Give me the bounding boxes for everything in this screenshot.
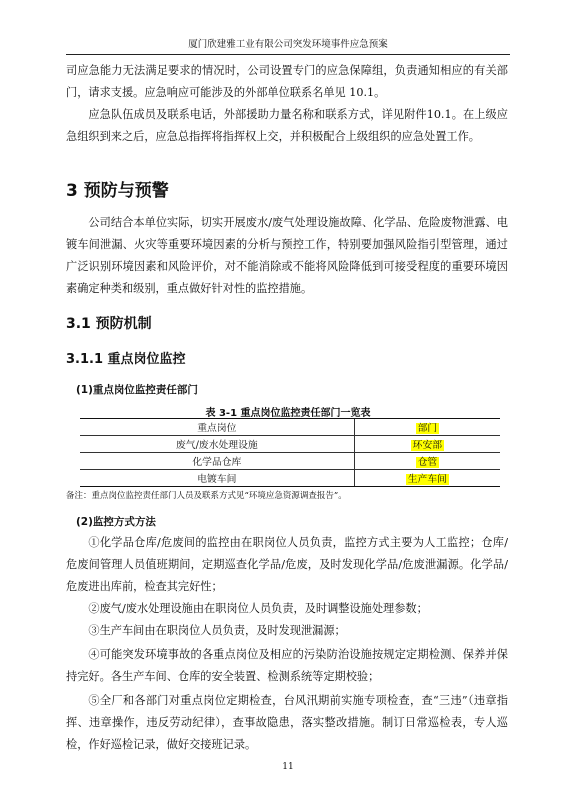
section-3-intro: 公司结合本单位实际，切实开展废水/废气处理设施故障、化学品、危险废物泄露、电镀车间泄漏、火灾等重要环境因素的分析与预控工作，特别要加强风险指引型管理，通过广泛识别环境因素和风险评价，对不能消除或不能将风险降低到可接受程度的重要环境因素确定种类和级别，重点做好针对性的监控措施。: [66, 216, 508, 295]
highlighted-dept: 仓管: [417, 457, 438, 468]
subheading-responsibility: (1)重点岗位监控责任部门: [76, 384, 198, 396]
table-caption: 表 3-1 重点岗位监控责任部门一览表: [205, 408, 371, 419]
table-cell-post: 化学品仓库: [80, 453, 354, 470]
method-item-5: ⑤全厂和各部门对重点岗位定期检查，台风汛期前实施专项检查，查“三违”（违章指挥、违章操作，违反劳动纪律），查事故隐患，落实整改措施。制订日常巡检表，专人巡检，作好巡检记录，做好交接班记录。: [66, 694, 508, 751]
page-header: 厦门欣建雅工业有限公司突发环境事件应急预案: [188, 39, 388, 50]
table-row: [80, 419, 500, 436]
highlighted-dept: 生产车间: [407, 474, 447, 485]
table-cell-post: 电镀车间: [80, 470, 354, 487]
contacts-paragraph: 应急队伍成员及联系电话，外部援助力量名称和联系方式，详见附件10.1。在上级应急组织到来之后，应急总指挥将指挥权上交，并积极配合上级组织的应急处置工作。: [66, 108, 508, 143]
table-cell-dept: [354, 419, 500, 436]
table-row: [80, 470, 500, 487]
table-cell-dept: [354, 470, 500, 487]
method-item-1: ①化学品仓库/危废间的监控由在职岗位人员负责，监控方式主要为人工监控；仓库/危废间管理人员值班期间，定期巡查化学品/危废，及时发现化学品/危废泄漏源。化学品/危废进出库前，检查其完好性；: [66, 536, 508, 593]
table-cell-dept: [354, 453, 500, 470]
table-cell-post: 重点岗位: [80, 419, 354, 436]
highlighted-dept: 环安部: [412, 440, 443, 451]
responsibility-table: [80, 418, 500, 487]
table-note: 备注：重点岗位监控责任部门人员及联系方式见“环境应急资源调查报告”。: [66, 491, 347, 501]
table-row: [80, 436, 500, 453]
section-3-1-1-title: 3.1.1 重点岗位监控: [66, 352, 186, 367]
highlighted-dept: 部门: [417, 423, 438, 434]
table-cell-dept: [354, 436, 500, 453]
section-3-1-title: 3.1 预防机制: [66, 316, 152, 332]
method-item-3: ③生产车间由在职岗位人员负责，及时发现泄漏源；: [88, 624, 346, 637]
header-divider: [66, 54, 510, 55]
top-paragraph: 司应急能力无法满足要求的情况时，公司设置专门的应急保障组，负责通知相应的有关部门，请求支援。应急响应可能涉及的外部单位联系名单见 10.1。: [66, 64, 508, 99]
method-item-2: ②废气/废水处理设施由在职岗位人员负责，及时调整设施处理参数；: [88, 602, 428, 615]
method-item-4: ④可能突发环境事故的各重点岗位及相应的污染防治设施按规定定期检测、保养并保持完好。各生产车间、仓库的安全装置、检测系统等定期校验；: [66, 648, 508, 683]
table-cell-post: 废气/废水处理设施: [80, 436, 354, 453]
section-3-title: 3 预防与预警: [66, 181, 169, 201]
table-row: [80, 453, 500, 470]
subheading-methods: (2)监控方式方法: [76, 516, 156, 528]
page-number: 11: [282, 762, 294, 772]
